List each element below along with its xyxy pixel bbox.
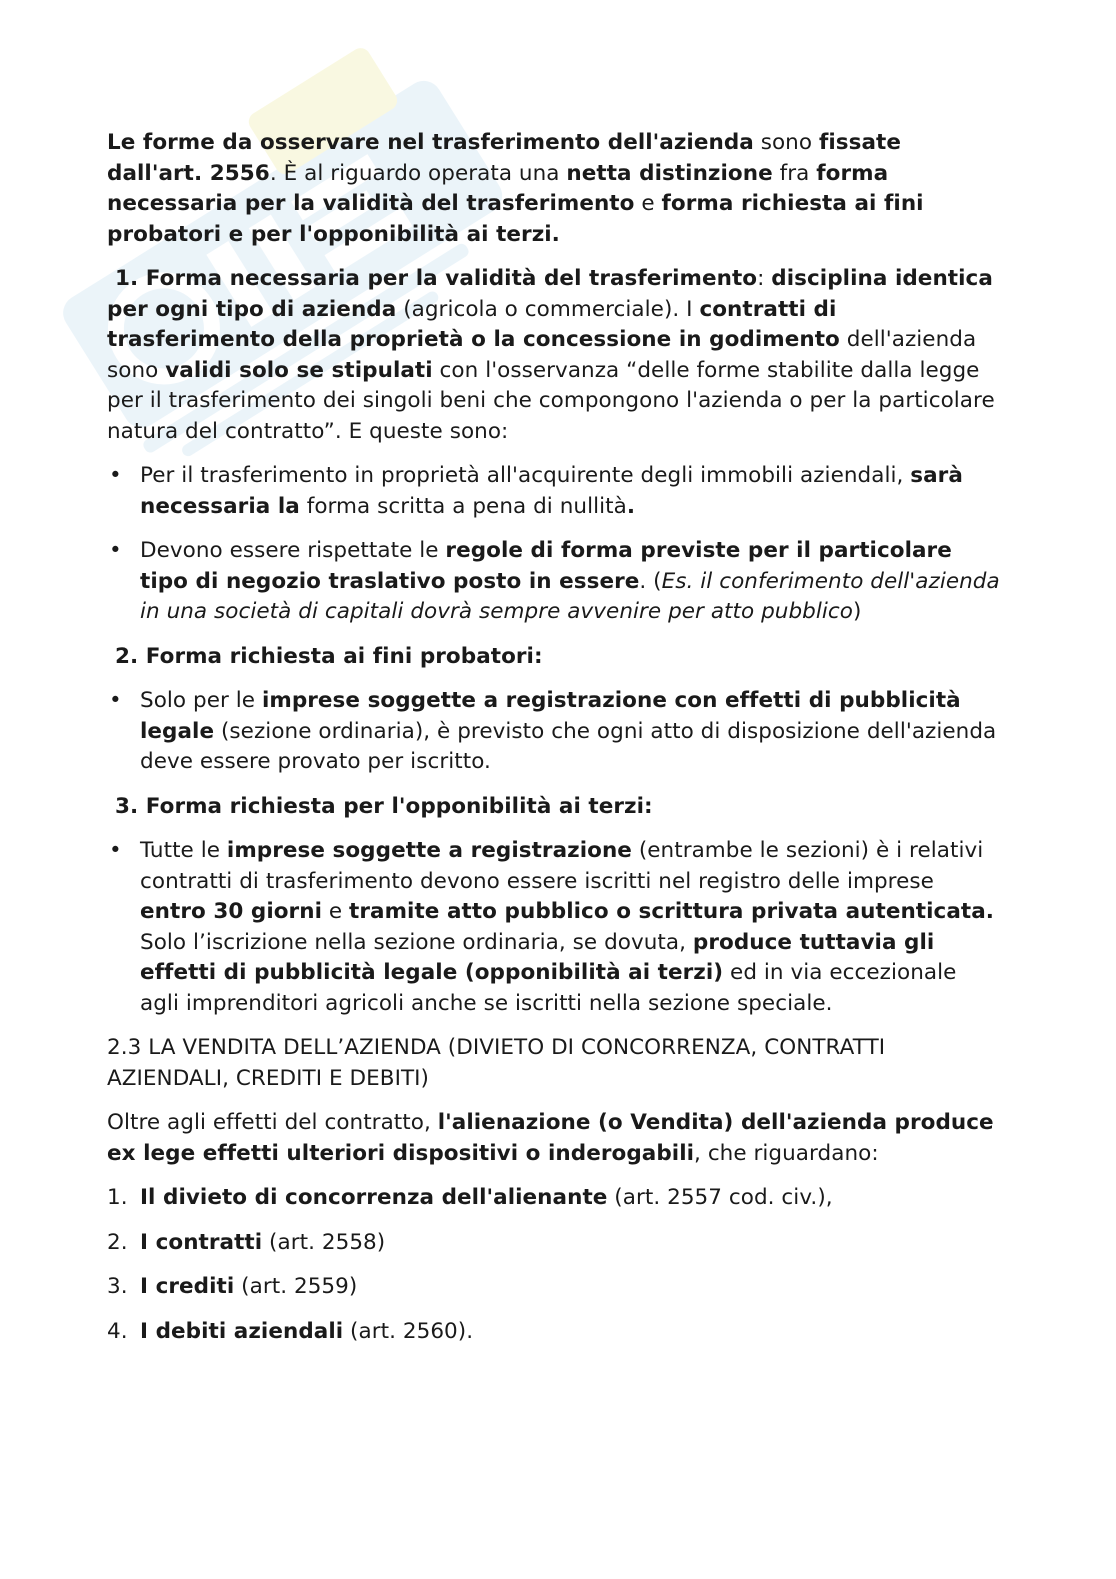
list-item: 1. Il divieto di concorrenza dell'alienante (art. 2557 cod. civ.), bbox=[107, 1185, 833, 1210]
bullet-icon: • bbox=[109, 538, 122, 563]
section-2-heading: 2. Forma richiesta ai fini probatori: bbox=[115, 643, 543, 669]
bullet-icon: • bbox=[109, 463, 122, 488]
bullet-icon: • bbox=[109, 838, 122, 863]
list-item: 4. I debiti aziendali (art. 2560). bbox=[107, 1318, 474, 1344]
list-item: • Per il trasferimento in proprietà all'acquirente degli immobili aziendali, sarà necessaria la forma scritta a pena di nullità. bbox=[109, 463, 963, 519]
list-item: 3. I crediti (art. 2559) bbox=[107, 1274, 358, 1299]
section-1-bullet-list bbox=[107, 461, 1002, 628]
document-page bbox=[107, 128, 1002, 1361]
section-3-bullet-list bbox=[107, 836, 1002, 1019]
list-item: • Solo per le imprese soggette a registrazione con effetti di pubblicità legale (sezione ordinaria), è previsto che ogni atto di disposizione dell'azienda deve essere provato per iscritto. bbox=[109, 688, 997, 774]
bullet-icon: • bbox=[109, 688, 122, 713]
sale-paragraph: Oltre agli effetti del contratto, l'alienazione (o Vendita) dell'azienda produce ex lege effetti ulteriori dispositivi o inderogabili, che riguardano: bbox=[107, 1110, 994, 1166]
section-1-paragraph: 1. Forma necessaria per la validità del trasferimento: disciplina identica per ogni tipo di azienda (agricola o commerciale). I contratti di trasferimento della proprietà o la concessione in godimento dell'azienda sono validi solo se stipulati con l'osservanza “delle forme stabilite dalla legge per il trasferimento dei singoli beni che compongono l'azienda o per la particolare natura del contratto”. E queste sono: bbox=[107, 266, 995, 444]
list-item: • Devono essere rispettate le regole di forma previste per il particolare tipo di negozio traslativo posto in essere. (Es. il conferimento dell'azienda in una società di capitali dovrà sempre avvenire per atto pubblico) bbox=[109, 538, 1000, 624]
intro-paragraph: Le forme da osservare nel trasferimento dell'azienda sono fissate dall'art. 2556. È al riguardo operata una netta distinzione fra forma necessaria per la validità del trasferimento e forma richiesta ai fini probatori e per l'opponibilità ai terzi. bbox=[107, 130, 924, 247]
section-3-heading: 3. Forma richiesta per l'opponibilità ai terzi: bbox=[115, 793, 653, 819]
sale-effects-list bbox=[107, 1183, 1002, 1347]
list-item: • Tutte le imprese soggette a registrazione (entrambe le sezioni) è i relativi contratti di trasferimento devono essere iscritti nel registro delle imprese entro 30 giorni e tramite atto pubblico o scrittura privata autenticata. Solo l’iscrizione nella sezione ordinaria, se dovuta, produce tuttavia gli effetti di pubblicità legale (opponibilità ai terzi) ed in via eccezionale agli imprenditori agricoli anche se iscritti nella sezione speciale. bbox=[109, 838, 995, 1016]
section-2-bullet-list bbox=[107, 686, 1002, 778]
list-item: 2. I contratti (art. 2558) bbox=[107, 1229, 386, 1255]
sale-section-title: 2.3 LA VENDITA DELL’AZIENDA (DIVIETO DI CONCORRENZA, CONTRATTI AZIENDALI, CREDITI E DEBITI) bbox=[107, 1035, 886, 1091]
